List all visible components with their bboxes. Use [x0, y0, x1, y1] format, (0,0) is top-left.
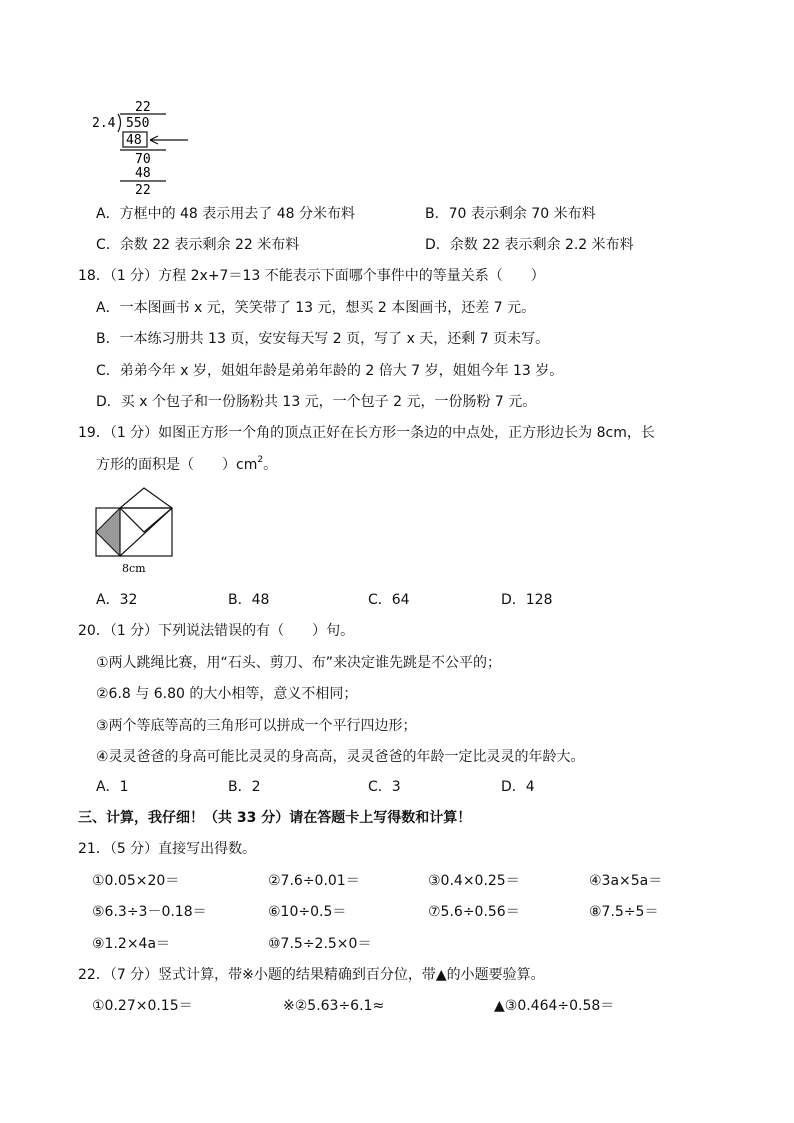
- q18-stem: 18．（1 分）方程 2x+7＝13 不能表示下面哪个事件中的等量关系（ ）: [78, 268, 545, 284]
- q19-option-a: A．32: [96, 592, 138, 608]
- division-step2: 70: [135, 152, 151, 167]
- q19-option-b: B．48: [228, 592, 270, 608]
- section-3-title: 三、计算，我仔细！（共 33 分）请在答题卡上写得数和计算！: [78, 810, 472, 826]
- q21-stem: 21．（5 分）直接写出得数。: [78, 841, 257, 857]
- q21-item-9: ⑨1.2×4a＝: [92, 936, 171, 952]
- q18-option-d: D．买 x 个包子和一份肠粉共 13 元，一个包子 2 元，一份肠粉 7 元。: [96, 394, 537, 410]
- q19-stem-line2: [96, 456, 277, 474]
- q17-option-d: D．余数 22 表示剩余 2.2 米布料: [425, 237, 634, 253]
- square-shape: [120, 488, 172, 532]
- q19-option-d: D．128: [501, 592, 553, 608]
- q19-option-c: C．64: [368, 592, 410, 608]
- q17-option-b: B．70 表示剩余 70 米布料: [425, 206, 596, 222]
- q22-stem: 22．（7 分）竖式计算，带※小题的结果精确到百分位，带▲的小题要验算。: [78, 967, 545, 983]
- q20-option-c: C．3: [368, 779, 401, 795]
- q22-item-3: ▲③0.464÷0.58＝: [494, 998, 615, 1014]
- division-step1: 48: [126, 133, 142, 148]
- q18-option-c: C．弟弟今年 x 岁，姐姐年龄是弟弟年龄的 2 倍大 7 岁，姐姐今年 13 岁。: [96, 363, 564, 379]
- q19-stem-superscript: 2: [257, 455, 264, 466]
- q20-stem: 20．（1 分）下列说法错误的有（ ）句。: [78, 623, 355, 639]
- q21-item-4: ④3a×5a＝: [589, 873, 663, 889]
- q21-item-3: ③0.4×0.25＝: [428, 873, 520, 889]
- q21-item-10: ⑩7.5÷2.5×0＝: [268, 936, 372, 952]
- q20-statement-4: ④灵灵爸爸的身高可能比灵灵的身高高，灵灵爸爸的年龄一定比灵灵的年龄大。: [96, 749, 585, 765]
- q21-item-1: ①0.05×20＝: [92, 873, 180, 889]
- q20-statement-1: ①两人跳绳比赛，用“石头、剪刀、布”来决定谁先跳是不公平的；: [96, 655, 502, 671]
- q20-option-b: B．2: [228, 779, 261, 795]
- q20-statement-2: ②6.8 与 6.80 的大小相等，意义不相同；: [96, 686, 358, 702]
- long-division-figure: [92, 96, 202, 200]
- q18-option-b: B．一本练习册共 13 页，安安每天写 2 页，写了 x 天，还剩 7 页未写。: [96, 331, 550, 347]
- q19-stem-line1: 19．（1 分）如图正方形一个角的顶点正好在长方形一条边的中点处，正方形边长为 8cm，长: [78, 425, 655, 441]
- q21-item-5: ⑤6.3÷3－0.18＝: [92, 904, 207, 920]
- division-divisor: 2.4: [92, 116, 116, 131]
- figure-label: 8cm: [122, 562, 146, 575]
- q21-item-8: ⑧7.5÷5＝: [589, 904, 659, 920]
- q17-option-c: C．余数 22 表示剩余 22 米布料: [96, 237, 300, 253]
- q21-item-2: ②7.6÷0.01＝: [268, 873, 360, 889]
- division-quotient: 22: [135, 100, 151, 115]
- q18-option-a: A．一本图画书 x 元，笑笑带了 13 元，想买 2 本图画书，还差 7 元。: [96, 300, 536, 316]
- shaded-triangle: [96, 508, 120, 556]
- q19-stem-text: 方形的面积是（ ）cm: [96, 457, 258, 473]
- q20-option-a: A．1: [96, 779, 129, 795]
- division-step3: 48: [135, 166, 151, 181]
- q21-item-7: ⑦5.6÷0.56＝: [428, 904, 520, 920]
- division-dividend: 550: [126, 116, 150, 131]
- q21-item-6: ⑥10÷0.5＝: [268, 904, 347, 920]
- square-rectangle-figure: [92, 486, 182, 578]
- q19-stem-end: 。: [263, 457, 278, 473]
- q20-statement-3: ③两个等底等高的三角形可以拼成一个平行四边形；: [96, 718, 417, 734]
- q22-item-1: ①0.27×0.15＝: [92, 998, 193, 1014]
- q20-option-d: D．4: [501, 779, 535, 795]
- division-remainder: 22: [135, 183, 151, 198]
- q22-item-2: ※②5.63÷6.1≈: [283, 998, 385, 1014]
- q17-option-a: A．方框中的 48 表示用去了 48 分米布料: [96, 206, 356, 222]
